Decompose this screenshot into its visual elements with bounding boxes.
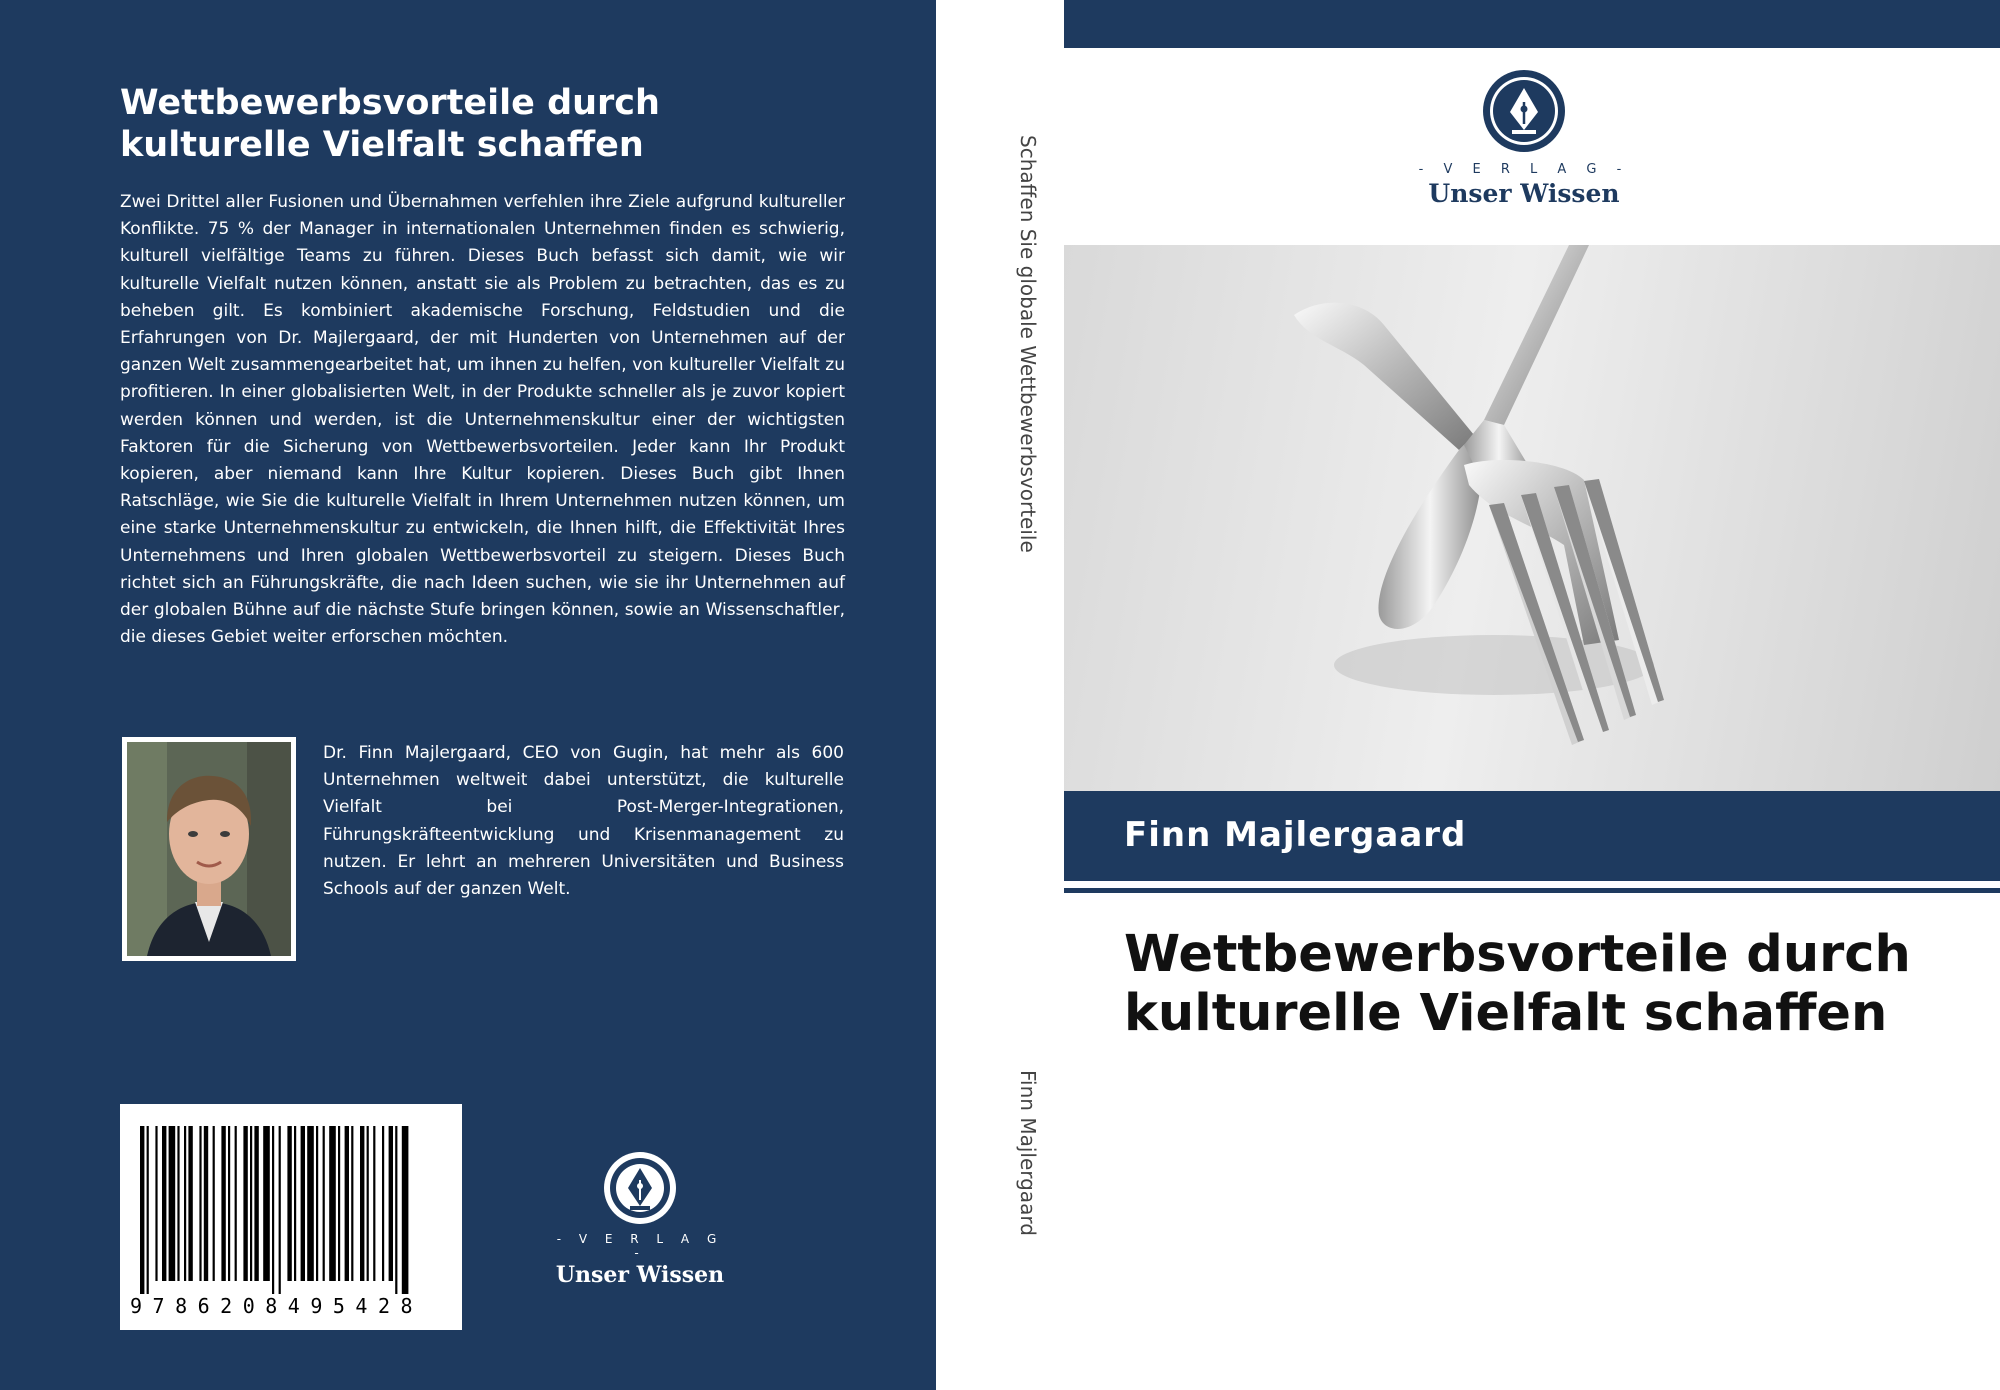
barcode-bar xyxy=(395,1126,397,1294)
author-photo xyxy=(122,737,296,961)
barcode-bar xyxy=(301,1126,305,1281)
barcode-bar xyxy=(254,1126,258,1281)
back-logo-name: Unser Wissen xyxy=(555,1262,725,1288)
back-publisher-logo xyxy=(555,1150,725,1288)
cover-photo xyxy=(1064,245,2000,791)
barcode-bar xyxy=(287,1126,291,1281)
author-bio: Dr. Finn Majlergaard, CEO von Gugin, hat mehr als 600 Unternehmen weltweit dabei unterstützt, die kulturelle Vielfalt bei Post-Merger-Integrationen, Führungskräfteentwicklung und Krisenmanagement zu nutzen. Er lehrt an mehreren Universitäten und Business Schools auf der ganzen Welt. xyxy=(323,743,844,900)
isbn-number: 9786208495428 xyxy=(130,1294,424,1318)
front-cover-title: Wettbewerbsvorteile durch kulturelle Vielfalt schaffen xyxy=(1124,925,1911,1043)
barcode-bar xyxy=(367,1126,369,1281)
front-logo-verlag: - V E R L A G - xyxy=(1418,162,1630,177)
barcode-bar xyxy=(338,1126,340,1281)
barcode-bar xyxy=(373,1126,375,1281)
front-top-bar xyxy=(1064,0,2000,48)
back-logo-verlag: - V E R L A G - xyxy=(556,1232,724,1260)
back-cover-blurb: Zwei Drittel aller Fusionen und Übernahmen verfehlen ihre Ziele aufgrund kultureller Konflikte. 75 % der Manager in internationalen Unternehmen finden es schwierig, kulturell vielfältige Teams zu führen. Dieses Buch befasst sich damit, wie wir kulturelle Vielfalt nutzen können, anstatt sie als Problem zu betrachten, das es zu beheben gilt. Es kombiniert akademische Forschung, Feldstudien und die Erfahrungen von Dr. Majlergaard, der mit Hunderten von Unternehmen auf der ganzen Welt zusammengearbeitet hat, um ihnen zu helfen, von kultureller Vielfalt zu profitieren. In einer globalisierten Welt, in der Produkte schneller als je zuvor kopiert werden können und werden, ist die Unternehmenskultur einer der wichtigsten Faktoren für die Sicherung von Wettbewerbsvorteilen. Jeder kann Ihr Produkt kopieren, aber niemand kann Ihre Kultur kopieren. Dieses Buch gibt Ihnen Ratschläge, wie Sie die kulturelle Vielfalt in Ihrem Unternehmen nutzen können, um eine starke Unternehmenskultur zu entwickeln, die Ihnen hilft, die Effektivität Ihres Unternehmens und Ihren globalen Wettbewerbsvorteil zu steigern. Dieses Buch richtet sich an Führungskräfte, die nach Ideen suchen, wie sie ihr Unternehmen auf der globalen Bühne auf die nächste Stufe bringen können, sowie an Wissenschaftler, die dieses Gebiet weiter erforschen möchten. xyxy=(120,192,845,648)
barcode-bar xyxy=(155,1126,157,1281)
front-author-band xyxy=(1064,791,2000,881)
barcode-bar xyxy=(162,1126,166,1281)
barcode-bar xyxy=(169,1126,176,1281)
barcode-bar xyxy=(250,1126,252,1281)
author-portrait-icon xyxy=(127,742,291,956)
fountain-pen-nib-icon xyxy=(1481,68,1567,154)
barcode-bar xyxy=(329,1126,336,1281)
barcode-bar xyxy=(188,1126,192,1281)
spine-author: Finn Majlergaard xyxy=(1016,1070,1040,1236)
front-author-name: Finn Majlergaard xyxy=(1124,815,1467,855)
barcode-bar xyxy=(147,1126,149,1294)
barcode-bar xyxy=(213,1126,215,1281)
fountain-pen-nib-icon xyxy=(602,1150,678,1226)
barcode-bar xyxy=(177,1126,179,1281)
barcode-bar xyxy=(323,1126,325,1281)
back-cover xyxy=(0,0,936,1390)
spine-title: Schaffen Sie globale Wettbewerbsvorteile xyxy=(1016,135,1040,553)
barcode-bar xyxy=(199,1126,201,1281)
front-cover xyxy=(1064,0,2000,1390)
barcode-bar xyxy=(389,1126,393,1281)
barcode-bar xyxy=(316,1126,318,1281)
barcode-bar xyxy=(263,1126,270,1281)
barcode-bar xyxy=(279,1126,281,1294)
barcode-bar xyxy=(235,1126,237,1281)
barcode-bar xyxy=(243,1126,247,1281)
barcode xyxy=(120,1104,462,1330)
barcode-bar xyxy=(360,1126,364,1281)
barcode-bar xyxy=(184,1126,186,1281)
barcode-bar xyxy=(307,1126,314,1281)
barcode-bar xyxy=(221,1126,225,1281)
barcode-bar xyxy=(294,1126,296,1281)
front-logo-name: Unser Wissen xyxy=(1428,179,1620,208)
barcode-bar xyxy=(345,1126,349,1281)
spine xyxy=(936,0,1064,1390)
back-cover-title: Wettbewerbsvorteile durch kulturelle Vielfalt schaffen xyxy=(120,83,660,165)
barcode-bar xyxy=(228,1126,230,1281)
front-band-rule xyxy=(1064,888,2000,893)
front-publisher-logo xyxy=(1414,68,1634,208)
barcode-bar xyxy=(382,1126,384,1281)
barcode-bar xyxy=(204,1126,208,1281)
barcode-bar xyxy=(351,1126,353,1281)
barcode-bar xyxy=(140,1126,144,1294)
barcode-bar xyxy=(272,1126,274,1294)
barcode-bar xyxy=(402,1126,409,1294)
knife-and-fork-icon xyxy=(1064,245,2000,791)
barcode-icon xyxy=(136,1126,446,1294)
